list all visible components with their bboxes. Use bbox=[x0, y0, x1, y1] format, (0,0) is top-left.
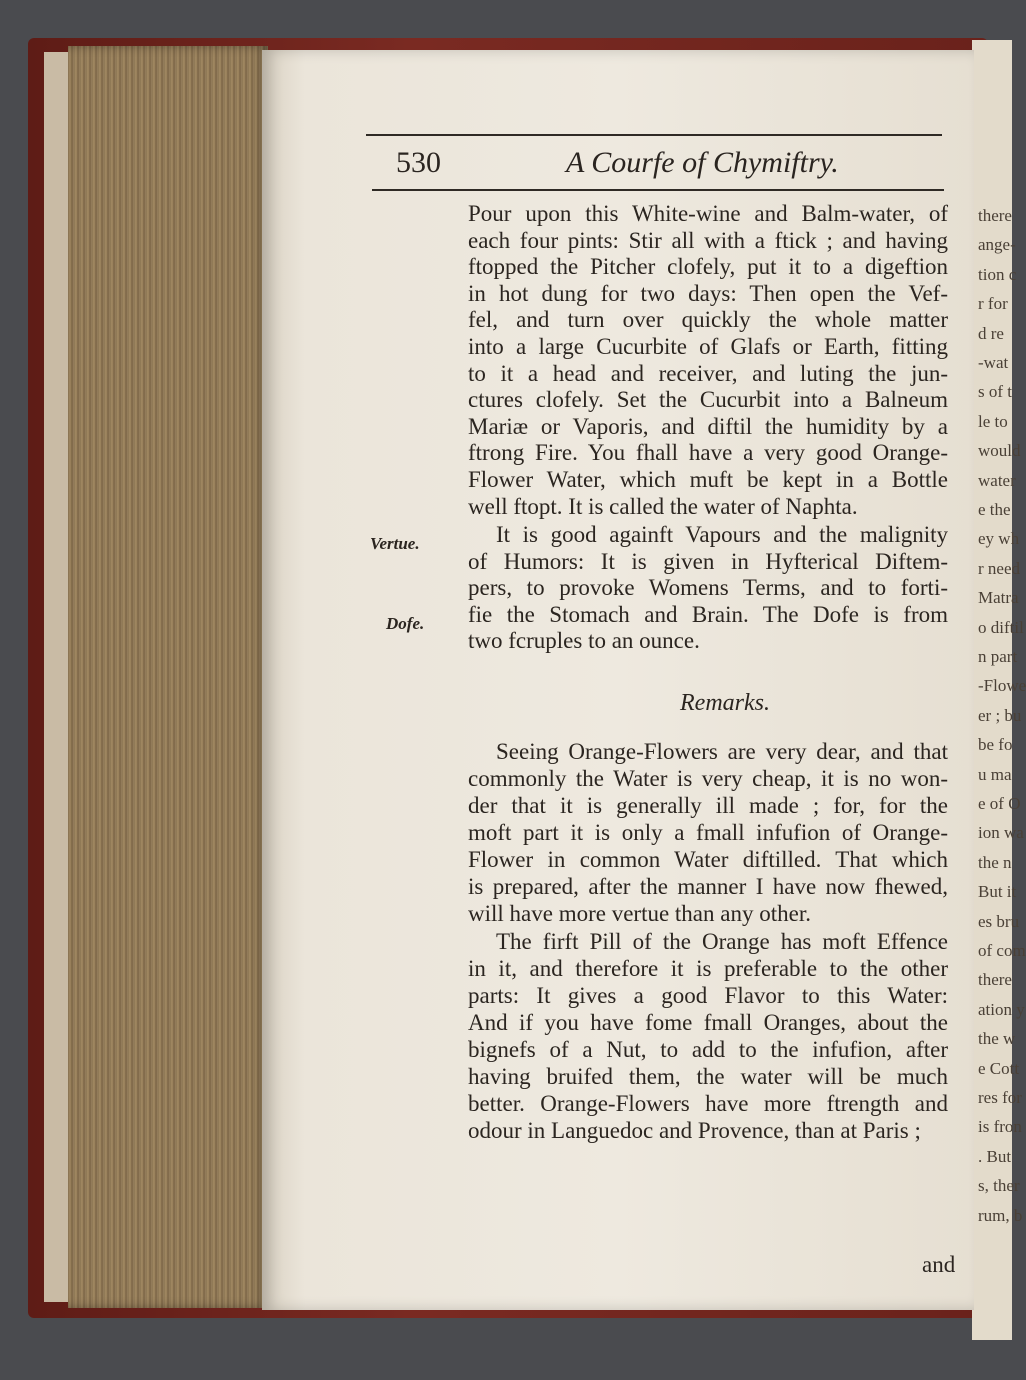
facing-page-fragment: the w bbox=[978, 1029, 1016, 1049]
facing-page-fragment: ey wh bbox=[978, 529, 1020, 549]
page-edges bbox=[68, 46, 268, 1308]
text-line: Flower Water, which muft be kept in a Bottle bbox=[468, 467, 948, 492]
facing-page-fragment: r for bbox=[978, 294, 1008, 314]
text-line: The firft Pill of the Orange has moft Effence bbox=[496, 929, 948, 954]
facing-page-fragment: e Cott bbox=[978, 1058, 1020, 1078]
text-line: fel, and turn over quickly the whole matter bbox=[468, 307, 948, 333]
facing-page-fragment: le to bbox=[978, 411, 1008, 431]
facing-page-fragment: er ; bu bbox=[978, 705, 1022, 725]
text-line: Mariæ or Vaporis, and diftil the humidity by a bbox=[468, 413, 948, 439]
flyleaf bbox=[44, 52, 70, 1302]
facing-page-fragment: . But bbox=[978, 1146, 1012, 1166]
facing-page-fragment: e the bbox=[978, 500, 1011, 519]
text-line: der that it is generally ill made ; for, for the bbox=[468, 793, 948, 818]
side-note-vertue: Vertue. bbox=[370, 534, 420, 553]
facing-page-fragment: s, ther bbox=[978, 1176, 1020, 1196]
facing-page-fragment: ion wa bbox=[978, 823, 1024, 843]
text-line: ftopped the Pitcher clofely, put it to a digeftion bbox=[468, 254, 948, 280]
text-line: And if you have fome fmall Oranges, about the bbox=[468, 1010, 948, 1035]
text-line: ftrong Fire. You fhall have a very good Orange- bbox=[468, 440, 948, 466]
text-line: Pour upon this White-wine and Balm-water, of bbox=[468, 201, 948, 226]
text-line: commonly the Water is very cheap, it is no won- bbox=[468, 766, 948, 791]
facing-page-fragment: But it bbox=[978, 882, 1017, 902]
facing-page-fragment: water bbox=[978, 470, 1016, 490]
text-line: will have more vertue than any other. bbox=[468, 901, 811, 926]
text-line: having bruifed them, the water will be much bbox=[468, 1064, 948, 1089]
text-line: of Humors: It is given in Hyfterical Diftem- bbox=[468, 548, 948, 574]
text-line: moft part it is only a fmall infufion of Orange- bbox=[468, 820, 948, 845]
facing-page-fragment: tion c bbox=[978, 264, 1017, 284]
facing-page-fragment: -Flowe bbox=[978, 676, 1026, 696]
text-line: each four pints: Stir all with a ftick ; and having bbox=[468, 227, 948, 253]
text-line: bignefs of a Nut, to add to the infufion, after bbox=[468, 1037, 948, 1062]
facing-page-fragment: Matra bbox=[978, 588, 1019, 608]
text-line: fie the Stomach and Brain. The Dofe is from bbox=[468, 601, 948, 627]
text-line: in hot dung for two days: Then open the Vef- bbox=[468, 280, 948, 306]
text-line: in it, and therefore it is preferable to the other bbox=[468, 956, 948, 981]
facing-page-fragment: u ma bbox=[978, 764, 1012, 784]
facing-page-fragment: o diftil bbox=[978, 617, 1024, 637]
header-rule-top bbox=[366, 134, 942, 136]
facing-page-fragment: d re bbox=[978, 323, 1004, 343]
remarks-heading: Remarks. bbox=[680, 690, 770, 716]
text-line: It is good againft Vapours and the malignity bbox=[496, 522, 948, 547]
facing-page-fragment: the n bbox=[978, 852, 1012, 872]
text-line: odour in Languedoc and Provence, than at Paris ; bbox=[468, 1118, 921, 1143]
text-line: to it a head and receiver, and luting the jun- bbox=[468, 360, 948, 386]
text-line: well ftopt. It is called the water of Naphta. bbox=[468, 493, 858, 519]
page-number: 530 bbox=[396, 146, 441, 179]
facing-page-fragment: n part bbox=[978, 647, 1018, 666]
facing-page-fragment: s of t bbox=[978, 382, 1012, 402]
facing-page-fragment: r need bbox=[978, 558, 1021, 578]
facing-page-fragment: ation y bbox=[978, 999, 1025, 1019]
facing-page-fragment: res for bbox=[978, 1088, 1022, 1107]
running-title: A Courfe of Chymiftry. bbox=[566, 146, 839, 179]
facing-page-fragment: is fron bbox=[978, 1117, 1022, 1137]
side-note-dose: Dofe. bbox=[386, 614, 425, 633]
text-line: ctures clofely. Set the Cucurbit into a Balneum bbox=[468, 387, 948, 413]
text-line: parts: It gives a good Flavor to this Water: bbox=[468, 983, 948, 1008]
text-line: better. Orange-Flowers have more ftrength and bbox=[468, 1091, 948, 1116]
facing-page-fragment: of com bbox=[978, 941, 1026, 960]
facing-page-fragment: there bbox=[978, 206, 1012, 225]
text-line: into a large Cucurbite of Glafs or Earth, fitting bbox=[468, 334, 948, 359]
text-line: Seeing Orange-Flowers are very dear, and that bbox=[496, 739, 948, 764]
text-line: Flower in common Water diftilled. That which bbox=[468, 847, 948, 872]
facing-page-fragment: es bru bbox=[978, 911, 1020, 931]
facing-page-fragment: be fo bbox=[978, 735, 1013, 755]
facing-page-fragment: rum, b bbox=[978, 1205, 1023, 1225]
header-rule-bottom bbox=[372, 189, 944, 191]
facing-page-fragment: -wat bbox=[978, 353, 1009, 372]
facing-page-fragment: ange- bbox=[978, 235, 1016, 255]
facing-page-fragment: e of O bbox=[978, 794, 1021, 813]
text-line: pers, to provoke Womens Terms, and to forti- bbox=[468, 575, 948, 601]
facing-page-fragment: would bbox=[978, 441, 1021, 461]
catchword: and bbox=[922, 1252, 956, 1277]
text-line: two fcruples to an ounce. bbox=[468, 628, 700, 654]
text-line: is prepared, after the manner I have now fhewed, bbox=[468, 874, 948, 899]
facing-page-fragment: there bbox=[978, 970, 1012, 990]
